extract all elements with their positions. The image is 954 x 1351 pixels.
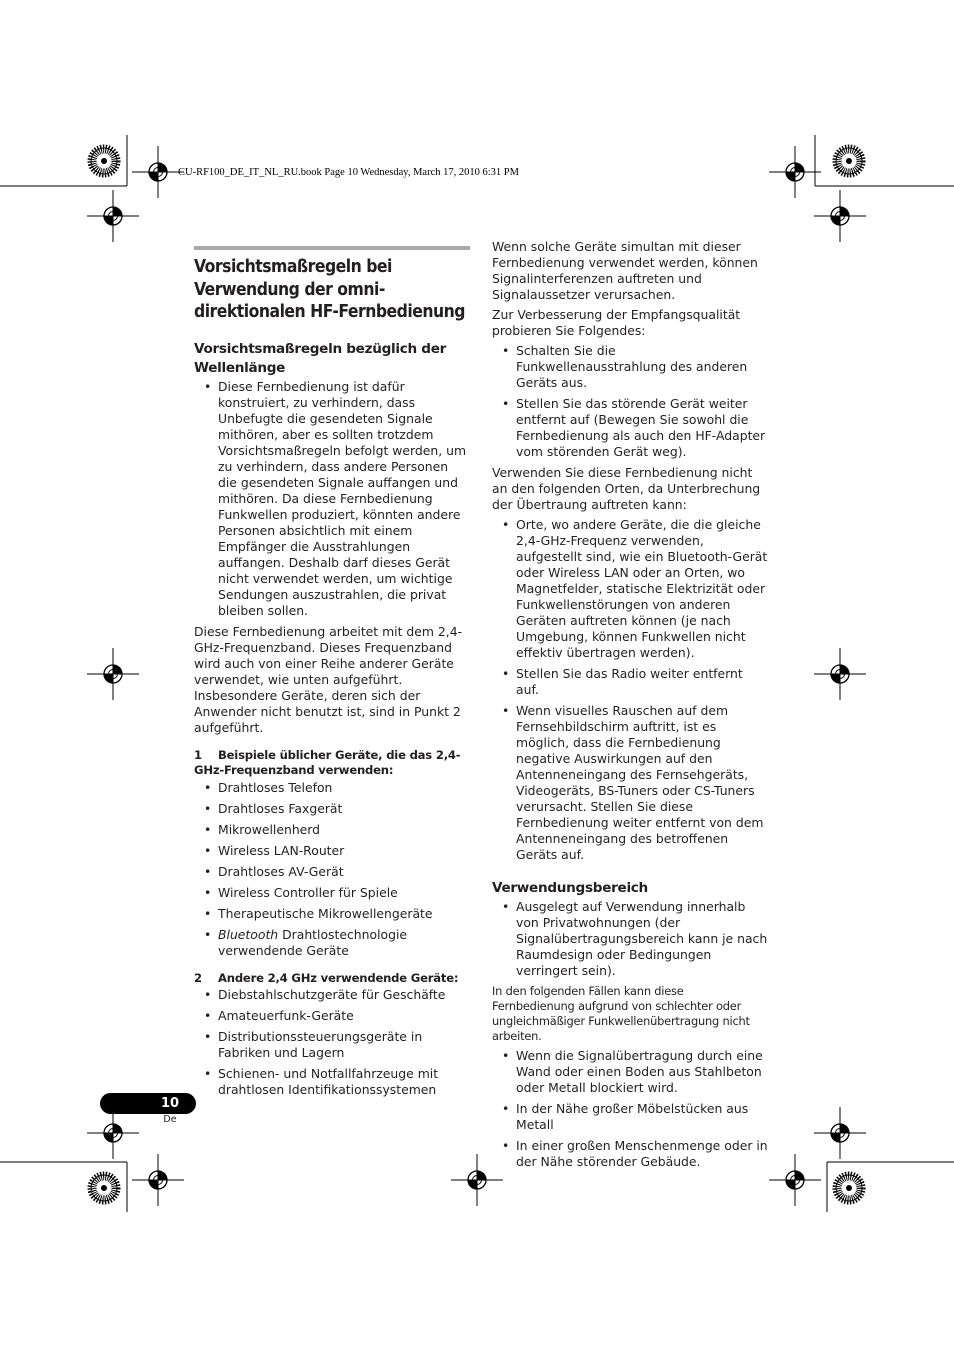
list-item: • Drahtloses Telefon: [194, 780, 470, 796]
paragraph: Zur Verbesserung der Empfangsqualität probieren Sie Folgendes:: [492, 307, 741, 338]
list-item: • Amateuerfunk-Geräte: [194, 1008, 470, 1024]
paragraph: In den folgenden Fällen kann diese Fernbedienung aufgrund von schlechter oder ungleichmäßiger Funkwellenübertragung nicht arbeiten.: [492, 984, 750, 1043]
list-item: • In der Nähe großer Möbelstücken aus Metall: [492, 1101, 768, 1133]
device-list: [194, 780, 470, 959]
right-column: [492, 239, 768, 1175]
list-item: • Wenn visuelles Rauschen auf dem Fernsehbildschirm auftritt, ist es möglich, dass die Fernbedienung negative Auswirkungen auf den Antenneneingang des Fernsehgeräts, Videogeräts, BS-Tuners oder CS-Tuners verursacht. Stellen Sie diese Fernbedienung weiter entfernt von dem Antenneneingang des betroffenen Geräts auf.: [492, 703, 768, 863]
numbered-heading: [194, 748, 470, 779]
bullet-list: [492, 899, 768, 979]
heading-text: Beispiele üblicher Geräte, die das 2,4-GHz-Frequenzband verwenden:: [194, 747, 461, 777]
item-text: Drahtlostechnologie verwendende Geräte: [218, 926, 408, 958]
heading-number: 2: [194, 970, 202, 985]
list-item: • Stellen Sie das störende Gerät weiter entfernt auf (Bewegen Sie sowohl die Fernbedienung als auch den HF-Adapter vom störenden Gerät weg).: [492, 396, 768, 460]
heading-text: Andere 2,4 GHz verwendende Geräte:: [218, 970, 459, 985]
bullet-list: [492, 1048, 768, 1170]
section-title: Vorsichtsmaßregeln bei Verwendung der omni-direktionalen HF-Fernbedienung: [194, 257, 465, 322]
list-item: • Wireless Controller für Spiele: [194, 885, 470, 901]
list-item: • Drahtloses Faxgerät: [194, 801, 470, 817]
heading-number: 1: [194, 747, 202, 762]
list-item: • Stellen Sie das Radio weiter entfernt auf.: [492, 666, 768, 698]
list-item: • Schienen- und Notfallfahrzeuge mit drahtlosen Identifikationssystemen: [194, 1066, 470, 1098]
list-item: • Wenn die Signalübertragung durch eine Wand oder einen Boden aus Stahlbeton oder Metall blockiert wird.: [492, 1048, 768, 1096]
language-code: De: [163, 1114, 177, 1125]
subsection-title: Vorsichtsmaßregeln bezüglich der Wellenlänge: [194, 340, 447, 376]
list-item: • Mikrowellenherd: [194, 822, 470, 838]
section-rule: [194, 246, 470, 250]
paragraph: Wenn solche Geräte simultan mit dieser Fernbedienung verwendet werden, können Signalinterferenzen auftreten und Signalaussetzer verursachen.: [492, 239, 758, 302]
page-number: 10: [160, 1096, 180, 1111]
list-item: • Schalten Sie die Funkwellenausstrahlung des anderen Geräts aus.: [492, 343, 768, 391]
numbered-heading: [194, 971, 470, 987]
list-item: • Wireless LAN-Router: [194, 843, 470, 859]
list-item: • Orte, wo andere Geräte, die die gleiche 2,4-GHz-Frequenz verwenden, aufgestellt sind, wie ein Bluetooth-Gerät oder Wireless LAN oder an Orten, wo Magnetfelder, statische Elektrizität oder Funkwellenstörungen von anderen Geräten auftreten können (je nach Umgebung, können Funkwellen nicht effektiv übertragen werden).: [492, 517, 768, 661]
print-header-line: CU-RF100_DE_IT_NL_RU.book Page 10 Wednesday, March 17, 2010 6:31 PM: [178, 167, 519, 178]
device-list: [194, 987, 470, 1098]
list-item: • Diebstahlschutzgeräte für Geschäfte: [194, 987, 470, 1003]
left-column: [194, 246, 470, 1103]
list-item: [194, 927, 470, 959]
bullet-list: [492, 343, 768, 460]
list-item: • Drahtloses AV-Gerät: [194, 864, 470, 880]
list-item: • In einer großen Menschenmenge oder in der Nähe störender Gebäude.: [492, 1138, 768, 1170]
bullet-list: [492, 517, 768, 863]
list-item: • Diese Fernbedienung ist dafür konstruiert, zu verhindern, dass Unbefugte die gesendeten Signale mithören, aber es sollten trotzdem Vorsichtsmaßregeln befolgt werden, um zu verhindern, dass andere Personen die gesendeten Signale auffangen und mithören. Da diese Fernbedienung Funkwellen produziert, könnten andere Personen absichtlich mit einem Empfänger die Ausstrahlungen auffangen. Deshalb darf dieses Gerät nicht verwendet werden, um wichtige Sendungen auszustrahlen, die privat bleiben sollen.: [194, 379, 470, 619]
bullet-list: [194, 379, 470, 619]
subsection-title: Verwendungsbereich: [492, 880, 648, 896]
paragraph: Diese Fernbedienung arbeitet mit dem 2,4-GHz-Frequenzband. Dieses Frequenzband wird auch von einer Reihe anderer Geräte verwendet, wie unten aufgeführt. Insbesondere Geräte, deren sich der Anwender nicht benutzt ist, sind in Punkt 2 aufgeführt.: [194, 623, 463, 735]
list-item: • Therapeutische Mikrowellengeräte: [194, 906, 470, 922]
list-item: • Ausgelegt auf Verwendung innerhalb von Privatwohnungen (der Signalübertragungsbereich kann je nach Raumdesign oder Bedingungen verringert sein).: [492, 899, 768, 979]
paragraph: Verwenden Sie diese Fernbedienung nicht an den folgenden Orten, da Unterbrechung der Übertraung auftreten kann:: [492, 465, 761, 512]
italic-term: Bluetooth: [218, 926, 279, 942]
list-item: • Distributionssteuerungsgeräte in Fabriken und Lagern: [194, 1029, 470, 1061]
